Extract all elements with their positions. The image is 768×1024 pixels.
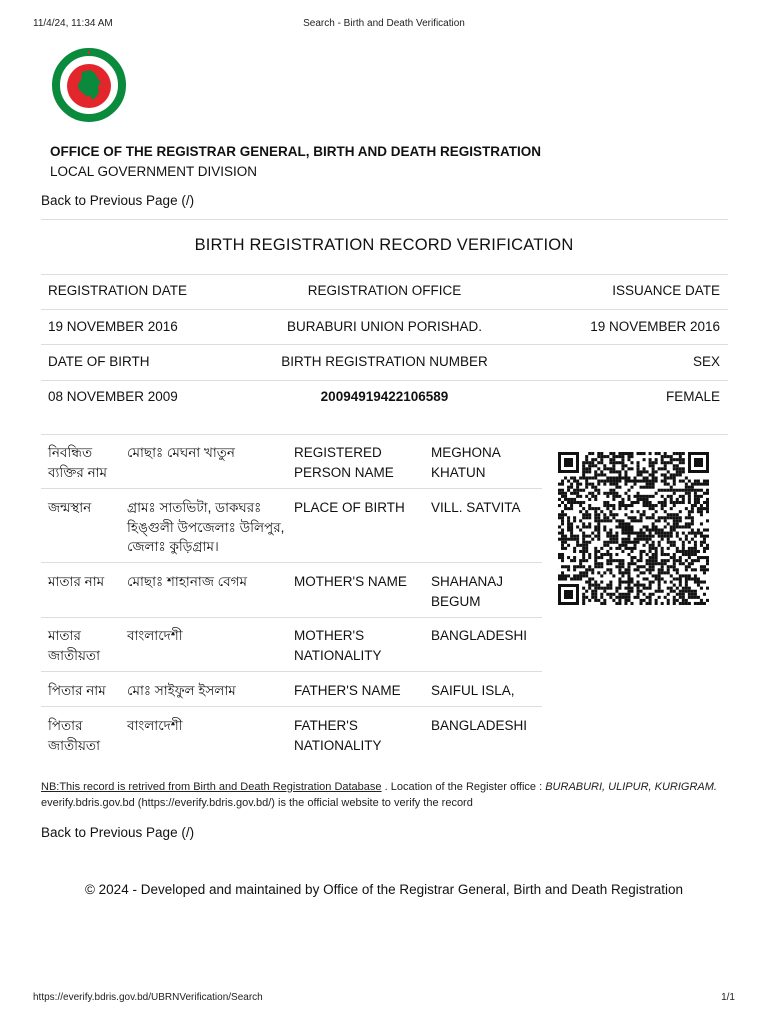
back-link-bottom[interactable]: Back to Previous Page (/) xyxy=(41,825,195,840)
en-value: SAIFUL ISLA, xyxy=(431,683,515,698)
register-location: BURABURI, ULIPUR, KURIGRAM. xyxy=(545,781,717,793)
registration-office-value: BURABURI UNION PORISHAD. xyxy=(286,319,483,334)
bn-label: মাতার নাম xyxy=(48,574,105,589)
source-note xyxy=(41,781,717,793)
back-link[interactable]: Back to Previous Page (/) xyxy=(41,193,195,208)
en-label: PLACE OF BIRTH xyxy=(294,500,405,515)
bn-value: মোছাঃ মেঘনা খাতুন xyxy=(127,445,235,460)
bn-label: জন্মস্থান xyxy=(48,500,92,515)
office-title: OFFICE OF THE REGISTRAR GENERAL, BIRTH AND DEATH REGISTRATION xyxy=(50,144,541,159)
bn-value: মোঃ সাইফুল ইসলাম xyxy=(127,683,236,698)
division-title: LOCAL GOVERNMENT DIVISION xyxy=(50,164,258,179)
divider xyxy=(41,488,542,489)
print-url: https://everify.bdris.gov.bd/UBRNVerification/Search xyxy=(33,992,263,1003)
divider xyxy=(41,380,728,381)
brn-value: 20094919422106589 xyxy=(320,389,449,404)
divider xyxy=(41,706,542,707)
en-label: MOTHER'S NATIONALITY xyxy=(294,628,382,663)
divider xyxy=(41,434,728,435)
divider xyxy=(41,562,542,563)
issuance-date-label: ISSUANCE DATE xyxy=(612,283,720,298)
registration-date-label: REGISTRATION DATE xyxy=(48,283,188,298)
record-title: BIRTH REGISTRATION RECORD VERIFICATION xyxy=(194,236,574,254)
en-label: FATHER'S NAME xyxy=(294,683,401,698)
issuance-date-value: 19 NOVEMBER 2016 xyxy=(590,319,720,334)
bn-label: নিবন্ধিত ব্যক্তির নাম xyxy=(48,445,108,480)
print-page-title: Search - Birth and Death Verification xyxy=(303,18,465,29)
official-website-note: everify.bdris.gov.bd (https://everify.bdris.gov.bd/) is the official website to verify the record xyxy=(41,797,473,809)
divider xyxy=(41,671,542,672)
divider xyxy=(41,617,542,618)
print-page-number: 1/1 xyxy=(721,992,735,1003)
en-label: MOTHER'S NAME xyxy=(294,574,407,589)
dob-label: DATE OF BIRTH xyxy=(48,354,150,369)
bn-label: পিতার জাতীয়তা xyxy=(48,718,100,753)
sex-value: FEMALE xyxy=(665,389,720,404)
bn-value: গ্রামঃ সাতভিটা, ডাকঘরঃ হিঙ্গুলী উপজেলাঃ উলিপুর, জেলাঃ কুড়িগ্রাম। xyxy=(127,500,285,554)
en-label: REGISTERED PERSON NAME xyxy=(294,445,394,480)
en-label: FATHER'S NATIONALITY xyxy=(294,718,382,753)
divider xyxy=(41,309,728,310)
bn-value: মোছাঃ শাহানাজ বেগম xyxy=(127,574,247,589)
en-value: VILL. SATVITA xyxy=(431,500,521,515)
sex-label: SEX xyxy=(692,354,720,369)
divider xyxy=(41,274,728,275)
bn-label: পিতার নাম xyxy=(48,683,106,698)
source-note-middle: . Location of the Register office : xyxy=(381,781,546,793)
brn-label: BIRTH REGISTRATION NUMBER xyxy=(281,354,488,369)
en-value: SHAHANAJ BEGUM xyxy=(431,574,504,609)
bn-value: বাংলাদেশী xyxy=(127,628,183,643)
qr-code-icon xyxy=(558,452,709,605)
copyright: © 2024 - Developed and maintained by Office of the Registrar General, Birth and Death Registration xyxy=(84,882,684,897)
bn-label: মাতার জাতীয়তা xyxy=(48,628,100,663)
dob-value: 08 NOVEMBER 2009 xyxy=(48,389,178,404)
registration-date-value: 19 NOVEMBER 2016 xyxy=(48,319,178,334)
divider xyxy=(41,219,728,220)
en-value: BANGLADESHI xyxy=(431,718,528,733)
en-value: BANGLADESHI xyxy=(431,628,528,643)
en-value: MEGHONA KHATUN xyxy=(431,445,501,480)
registration-office-label: REGISTRATION OFFICE xyxy=(307,283,462,298)
print-datetime: 11/4/24, 11:34 AM xyxy=(33,18,113,29)
divider xyxy=(41,344,728,345)
source-note-link[interactable]: NB:This record is retrived from Birth and Death Registration Database xyxy=(41,781,382,793)
government-seal-icon xyxy=(52,48,126,122)
bn-value: বাংলাদেশী xyxy=(127,718,183,733)
